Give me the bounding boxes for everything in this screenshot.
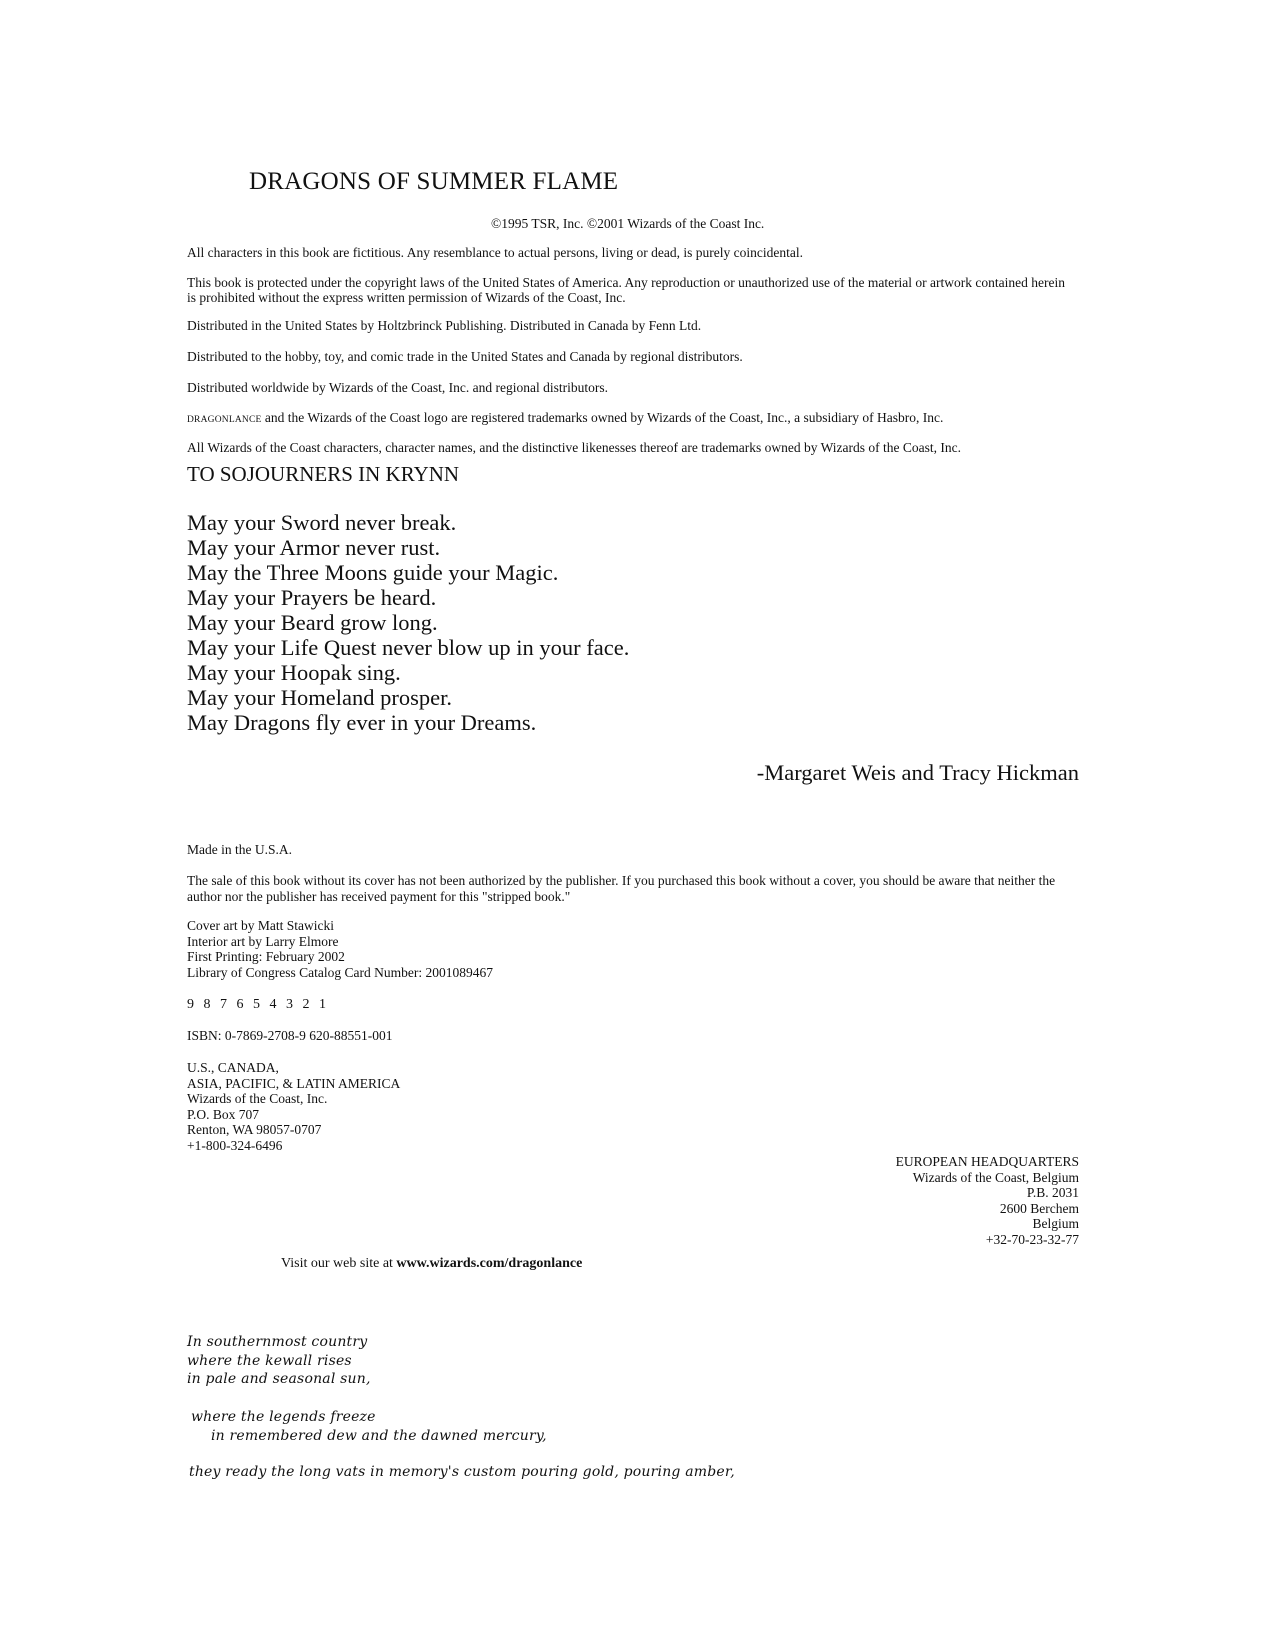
address-line: Wizards of the Coast, Inc. — [187, 1091, 328, 1106]
interior-art-credit: Interior art by Larry Elmore — [187, 933, 339, 949]
print-line: 9 8 7 6 5 4 3 2 1 — [187, 997, 329, 1012]
authors-signature: -Margaret Weis and Tracy Hickman — [756, 760, 1079, 785]
made-in: Made in the U.S.A. — [187, 842, 292, 857]
poem-line: May the Three Moons guide your Magic. — [187, 560, 559, 585]
address-line: EUROPEAN HEADQUARTERS — [895, 1154, 1079, 1169]
poem-line: May your Sword never break. — [187, 510, 457, 535]
address-line: +32-70-23-32-77 — [985, 1231, 1079, 1247]
dedication-heading: TO SOJOURNERS IN KRYNN — [187, 462, 460, 486]
address-line: 2600 Berchem — [999, 1200, 1079, 1216]
poem-line: May your Hoopak sing. — [187, 660, 401, 685]
cover-art-credit: Cover art by Matt Stawicki — [187, 918, 334, 933]
stripped-book-notice: The sale of this book without its cover has not been authorized by the publisher. If you purchased this book without a cover, you should be aware that neither the author nor the publisher has received payment for this "stripped book." — [187, 873, 1056, 904]
verse-line: in pale and seasonal sun, — [187, 1371, 371, 1387]
verse-stanza-2 — [191, 1408, 547, 1445]
verse-line: they ready the long vats in memory's custom pouring gold, pouring amber, — [189, 1464, 735, 1480]
legal-trademark — [187, 410, 943, 428]
copyright-line: ©1995 TSR, Inc. ©2001 Wizards of the Coast Inc. — [491, 216, 765, 231]
legal-copyright-protection: This book is protected under the copyright laws of the United States of America. Any reproduction or unauthorized use of the material or artwork contained herein is prohibited without the express written permission of Wizards of the Coast, Inc. — [187, 275, 1065, 305]
address-line: P.B. 2031 — [1026, 1185, 1079, 1200]
address-line: ASIA, PACIFIC, & LATIN AMERICA — [187, 1075, 401, 1091]
address-line: U.S., CANADA, — [187, 1060, 279, 1075]
poem-line: May your Homeland prosper. — [187, 685, 452, 710]
verse-stanza-3 — [189, 1463, 735, 1482]
website-line — [281, 1256, 582, 1272]
dedication-poem — [187, 510, 629, 735]
poem-line: May your Armor never rust. — [187, 535, 441, 560]
legal-fictitious: All characters in this book are fictitious. Any resemblance to actual persons, living or dead, is purely coincidental. — [187, 245, 803, 260]
legal-distribution-worldwide: Distributed worldwide by Wizards of the Coast, Inc. and regional distributors. — [187, 380, 608, 395]
address-line: P.O. Box 707 — [187, 1106, 260, 1122]
poem-line: May your Prayers be heard. — [187, 585, 437, 610]
verse-line: where the legends freeze — [191, 1409, 376, 1425]
trademark-text: and the Wizards of the Coast logo are registered trademarks owned by Wizards of the Coast, Inc., a subsidiary of Hasbro, Inc. — [261, 410, 944, 425]
poem-line: May Dragons fly ever in your Dreams. — [187, 710, 537, 735]
legal-distribution-us: Distributed in the United States by Holtzbrinck Publishing. Distributed in Canada by Fenn Ltd. — [187, 318, 702, 333]
legal-distribution-hobby: Distributed to the hobby, toy, and comic trade in the United States and Canada by regional distributors. — [187, 349, 743, 364]
poem-line: May your Life Quest never blow up in your face. — [187, 635, 630, 660]
website-link[interactable]: www.wizards.com/dragonlance — [396, 1256, 583, 1271]
credits — [187, 918, 493, 980]
page-title: DRAGONS OF SUMMER FLAME — [249, 168, 619, 195]
address-line: Belgium — [1032, 1216, 1079, 1231]
address-line: Wizards of the Coast, Belgium — [912, 1169, 1079, 1185]
dragonlance-mark: DRAGONLANCE — [187, 415, 262, 425]
verse-line: in remembered dew and the dawned mercury, — [211, 1427, 547, 1444]
verse-line: In southernmost country — [187, 1334, 368, 1350]
legal-characters-trademark: All Wizards of the Coast characters, character names, and the distinctive likenesses thereof are trademarks owned by Wizards of the Coast, Inc. — [187, 440, 962, 455]
verse-line: where the kewall rises — [187, 1352, 352, 1369]
address-line: +1-800-324-6496 — [187, 1137, 283, 1153]
first-printing: First Printing: February 2002 — [187, 949, 345, 964]
loc-number: Library of Congress Catalog Card Number: 2001089467 — [187, 964, 493, 980]
european-address — [896, 1154, 1079, 1247]
isbn: ISBN: 0-7869-2708-9 620-88551-001 — [187, 1028, 393, 1043]
address-line: Renton, WA 98057-0707 — [187, 1122, 322, 1137]
us-address — [187, 1060, 400, 1153]
website-prefix: Visit our web site at — [281, 1256, 397, 1271]
poem-line: May your Beard grow long. — [187, 610, 438, 635]
verse-stanza-1 — [187, 1333, 371, 1389]
